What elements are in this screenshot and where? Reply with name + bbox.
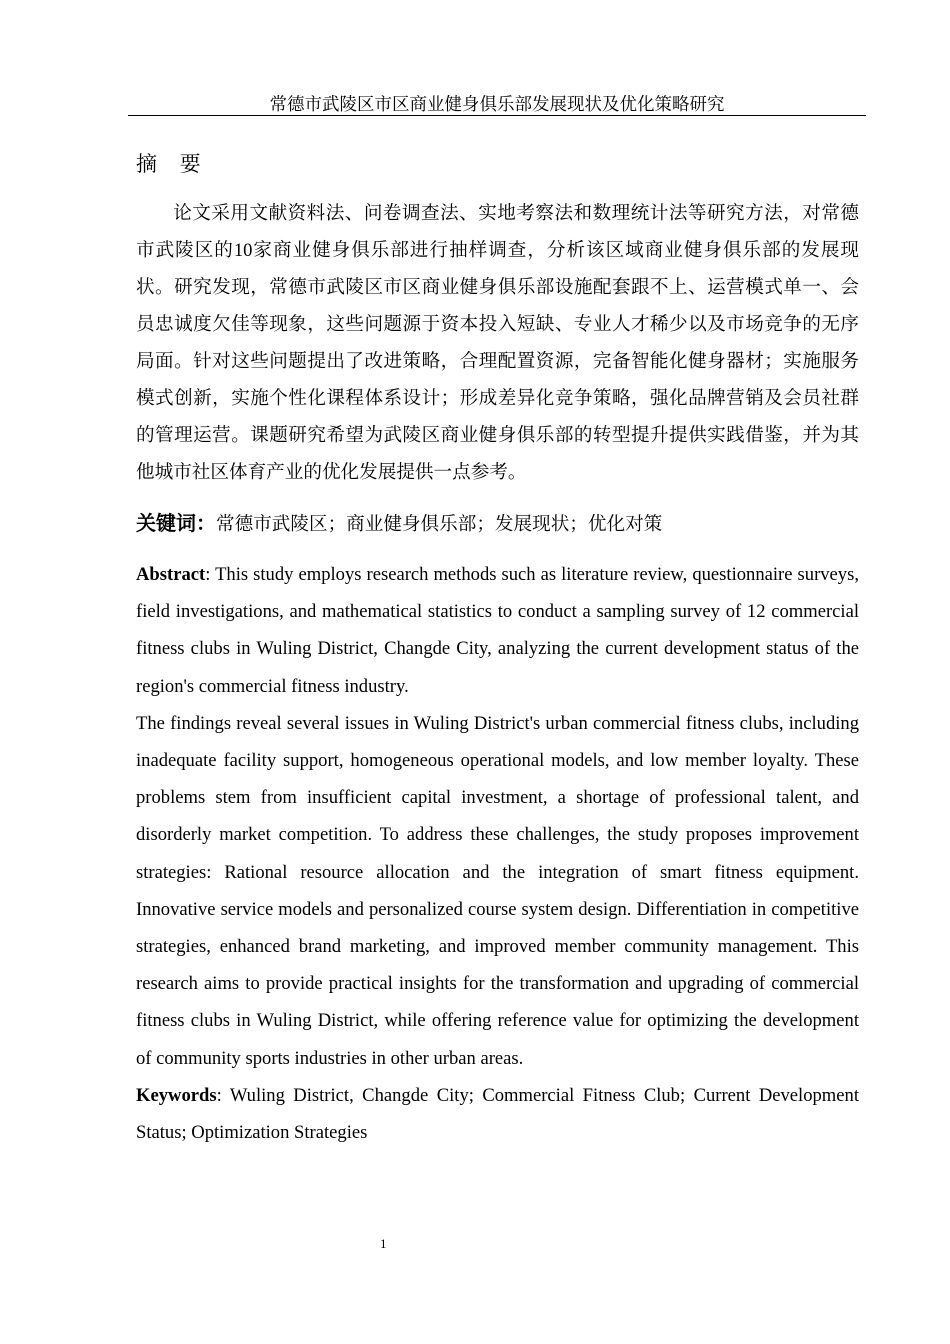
keywords-en-text: : Wuling District, Changde City; Commercial Fitness Club; Current Development Status; Optimization Strategies [136, 1084, 859, 1144]
keywords-zh [136, 508, 662, 540]
abstract-body-zh: 论文采用文献资料法、问卷调查法、实地考察法和数理统计法等研究方法，对常德市武陵区的10家商业健身俱乐部进行抽样调查，分析该区域商业健身俱乐部的发展现状。研究发现，常德市武陵区市区商业健身俱乐部设施配套跟不上、运营模式单一、会员忠诚度欠佳等现象，这些问题源于资本投入短缺、专业人才稀少以及市场竞争的无序局面。针对这些问题提出了改进策略，合理配置资源，完备智能化健身器材；实施服务模式创新，实施个性化课程体系设计；形成差异化竞争策略，强化品牌营销及会员社群的管理运营。课题研究希望为武陵区商业健身俱乐部的转型提升提供实践借鉴，并为其他城市社区体育产业的优化发展提供一点参考。 [136, 203, 859, 483]
abstract-heading-zh: 摘 要 [136, 152, 209, 176]
abstract-en-p2: The findings reveal several issues in Wuling District's urban commercial fitness clubs, including inadequate facility support, homogeneous operational models, and low member loyalty. These problems stem from insufficient capital investment, a shortage of professional talent, and disorderly market competition. To address these challenges, the study proposes improvement strategies: Rational resource allocation and the integration of smart fitness equipment. Innovative service models and personalized course system design. Differentiation in competitive strategies, enhanced brand marketing, and improved member community management. This research aims to provide practical insights for the transformation and upgrading of commercial fitness clubs in Wuling District, while offering reference value for optimizing the development of community sports industries in other urban areas. [136, 712, 859, 1069]
keywords-zh-label: 关键词： [136, 511, 216, 535]
keywords-en-label: Keywords [136, 1084, 217, 1106]
abstract-en-p1 [136, 556, 859, 705]
abstract-en-p1-text: : This study employs research methods such as literature review, questionnaire surveys, field investigations, and mathematical statistics to conduct a sampling survey of 12 commercial fitness clubs in Wuling District, Changde City, analyzing the current development status of the region's commercial fitness industry. [136, 564, 859, 697]
page-number: 1 [380, 1236, 387, 1251]
keywords-en [136, 1077, 859, 1151]
keywords-zh-text: 常德市武陵区；商业健身俱乐部；发展现状；优化对策 [216, 514, 663, 535]
abstract-en [136, 556, 859, 1151]
running-header: 常德市武陵区市区商业健身俱乐部发展现状及优化策略研究 [269, 94, 725, 114]
abstract-en-label: Abstract [136, 564, 206, 585]
header-rule [128, 115, 866, 116]
